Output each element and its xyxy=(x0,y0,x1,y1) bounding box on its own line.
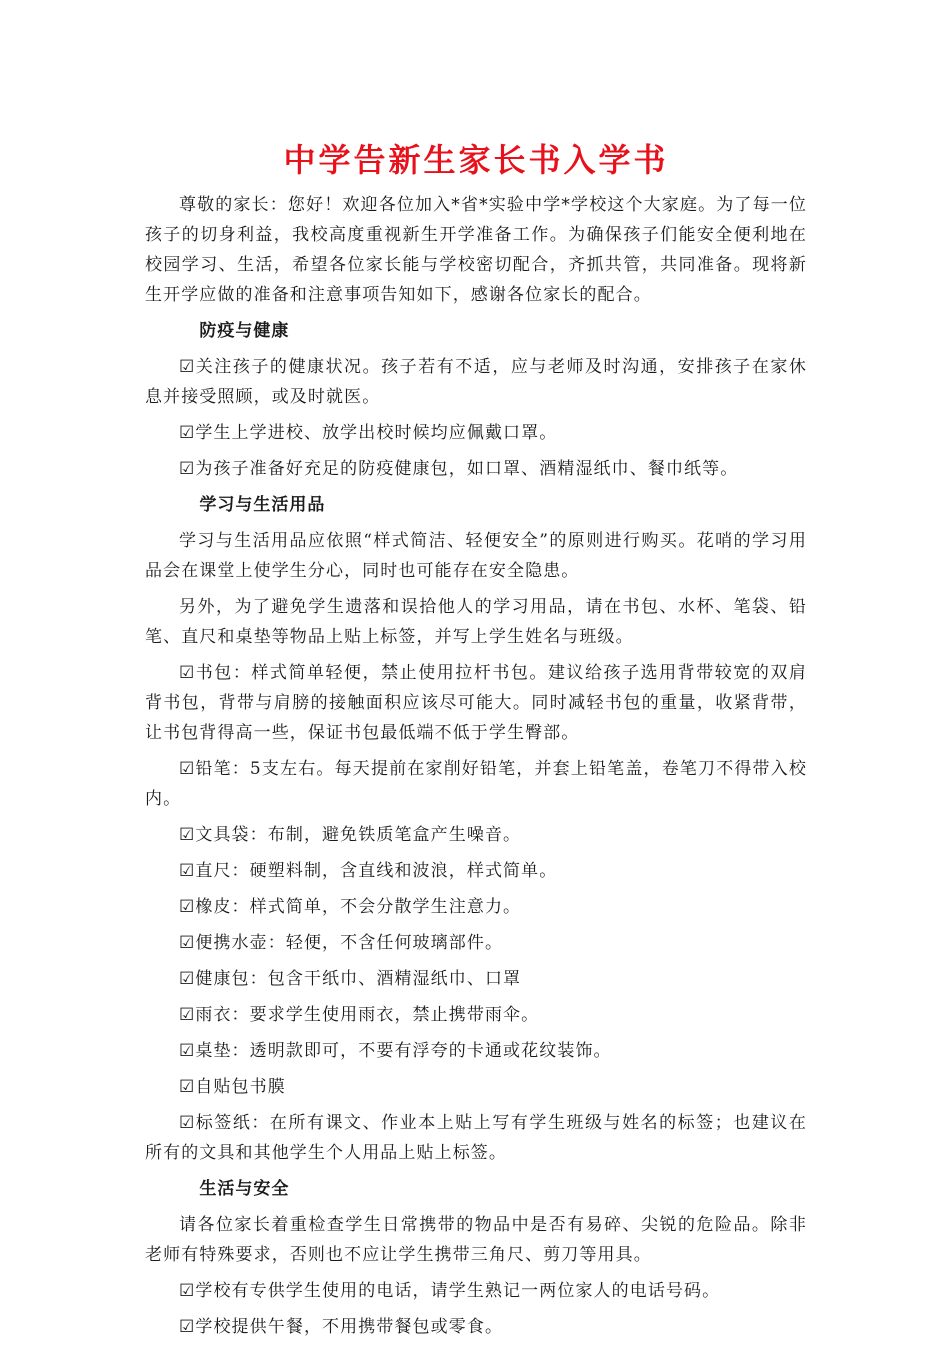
paragraph: 学习与生活用品应依照“样式简洁、轻便安全”的原则进行购买。花哨的学习用品会在课堂上使学生分心，同时也可能存在安全隐患。 xyxy=(145,531,807,581)
section-heading: 生活与安全 xyxy=(199,1179,290,1199)
document-body xyxy=(145,190,807,1342)
paragraph: ☑橡皮：样式简单，不会分散学生注意力。 xyxy=(179,897,522,917)
paragraph: ☑直尺：硬塑料制，含直线和波浪，样式简单。 xyxy=(179,861,558,881)
section-heading: 防疫与健康 xyxy=(199,321,290,341)
paragraph: 另外，为了避免学生遗落和误拾他人的学习用品，请在书包、水杯、笔袋、铅笔、直尺和桌垫等物品上贴上标签，并写上学生姓名与班级。 xyxy=(145,597,807,647)
paragraph: ☑学校有专供学生使用的电话，请学生熟记一两位家人的电话号码。 xyxy=(179,1281,721,1301)
paragraph: ☑桌垫：透明款即可，不要有浮夸的卡通或花纹装饰。 xyxy=(179,1041,612,1061)
paragraph: ☑为孩子准备好充足的防疫健康包，如口罩、酒精湿纸巾、餐巾纸等。 xyxy=(179,459,739,479)
paragraph: ☑便携水壶：轻便，不含任何玻璃部件。 xyxy=(179,933,504,953)
paragraph: ☑自贴包书膜 xyxy=(179,1077,286,1097)
paragraph: ☑雨衣：要求学生使用雨衣，禁止携带雨伞。 xyxy=(179,1005,540,1025)
paragraph: 请各位家长着重检查学生日常携带的物品中是否有易碎、尖锐的危险品。除非老师有特殊要求，否则也不应让学生携带三角尺、剪刀等用具。 xyxy=(145,1215,807,1265)
document-page xyxy=(145,138,807,1348)
document-title: 中学告新生家长书入学书 xyxy=(283,141,669,179)
paragraph: ☑铅笔：5支左右。每天提前在家削好铅笔，并套上铅笔盖，卷笔刀不得带入校内。 xyxy=(145,759,807,809)
paragraph: ☑书包：样式简单轻便，禁止使用拉杆书包。建议给孩子选用背带较宽的双肩背书包，背带与肩膀的接触面积应该尽可能大。同时减轻书包的重量，收紧背带，让书包背得高一些，保证书包最低端不低于学生臀部。 xyxy=(145,663,807,743)
paragraph: ☑健康包：包含干纸巾、酒精湿纸巾、口罩 xyxy=(179,969,522,989)
paragraph: ☑文具袋：布制，避免铁质笔盒产生噪音。 xyxy=(179,825,522,845)
paragraph: 尊敬的家长：您好！欢迎各位加入*省*实验中学*学校这个大家庭。为了每一位孩子的切身利益，我校高度重视新生开学准备工作。为确保孩子们能安全便利地在校园学习、生活，希望各位家长能与学校密切配合，齐抓共管，共同准备。现将新生开学应做的准备和注意事项告知如下，感谢各位家长的配合。 xyxy=(145,195,807,305)
section-heading: 学习与生活用品 xyxy=(199,495,326,515)
paragraph: ☑学校提供午餐，不用携带餐包或零食。 xyxy=(179,1317,504,1337)
paragraph: ☑学生上学进校、放学出校时候均应佩戴口罩。 xyxy=(179,423,558,443)
paragraph: ☑标签纸：在所有课文、作业本上贴上写有学生班级与姓名的标签；也建议在所有的文具和其他学生个人用品上贴上标签。 xyxy=(145,1113,807,1163)
paragraph: ☑关注孩子的健康状况。孩子若有不适，应与老师及时沟通，安排孩子在家休息并接受照顾，或及时就医。 xyxy=(145,357,807,407)
